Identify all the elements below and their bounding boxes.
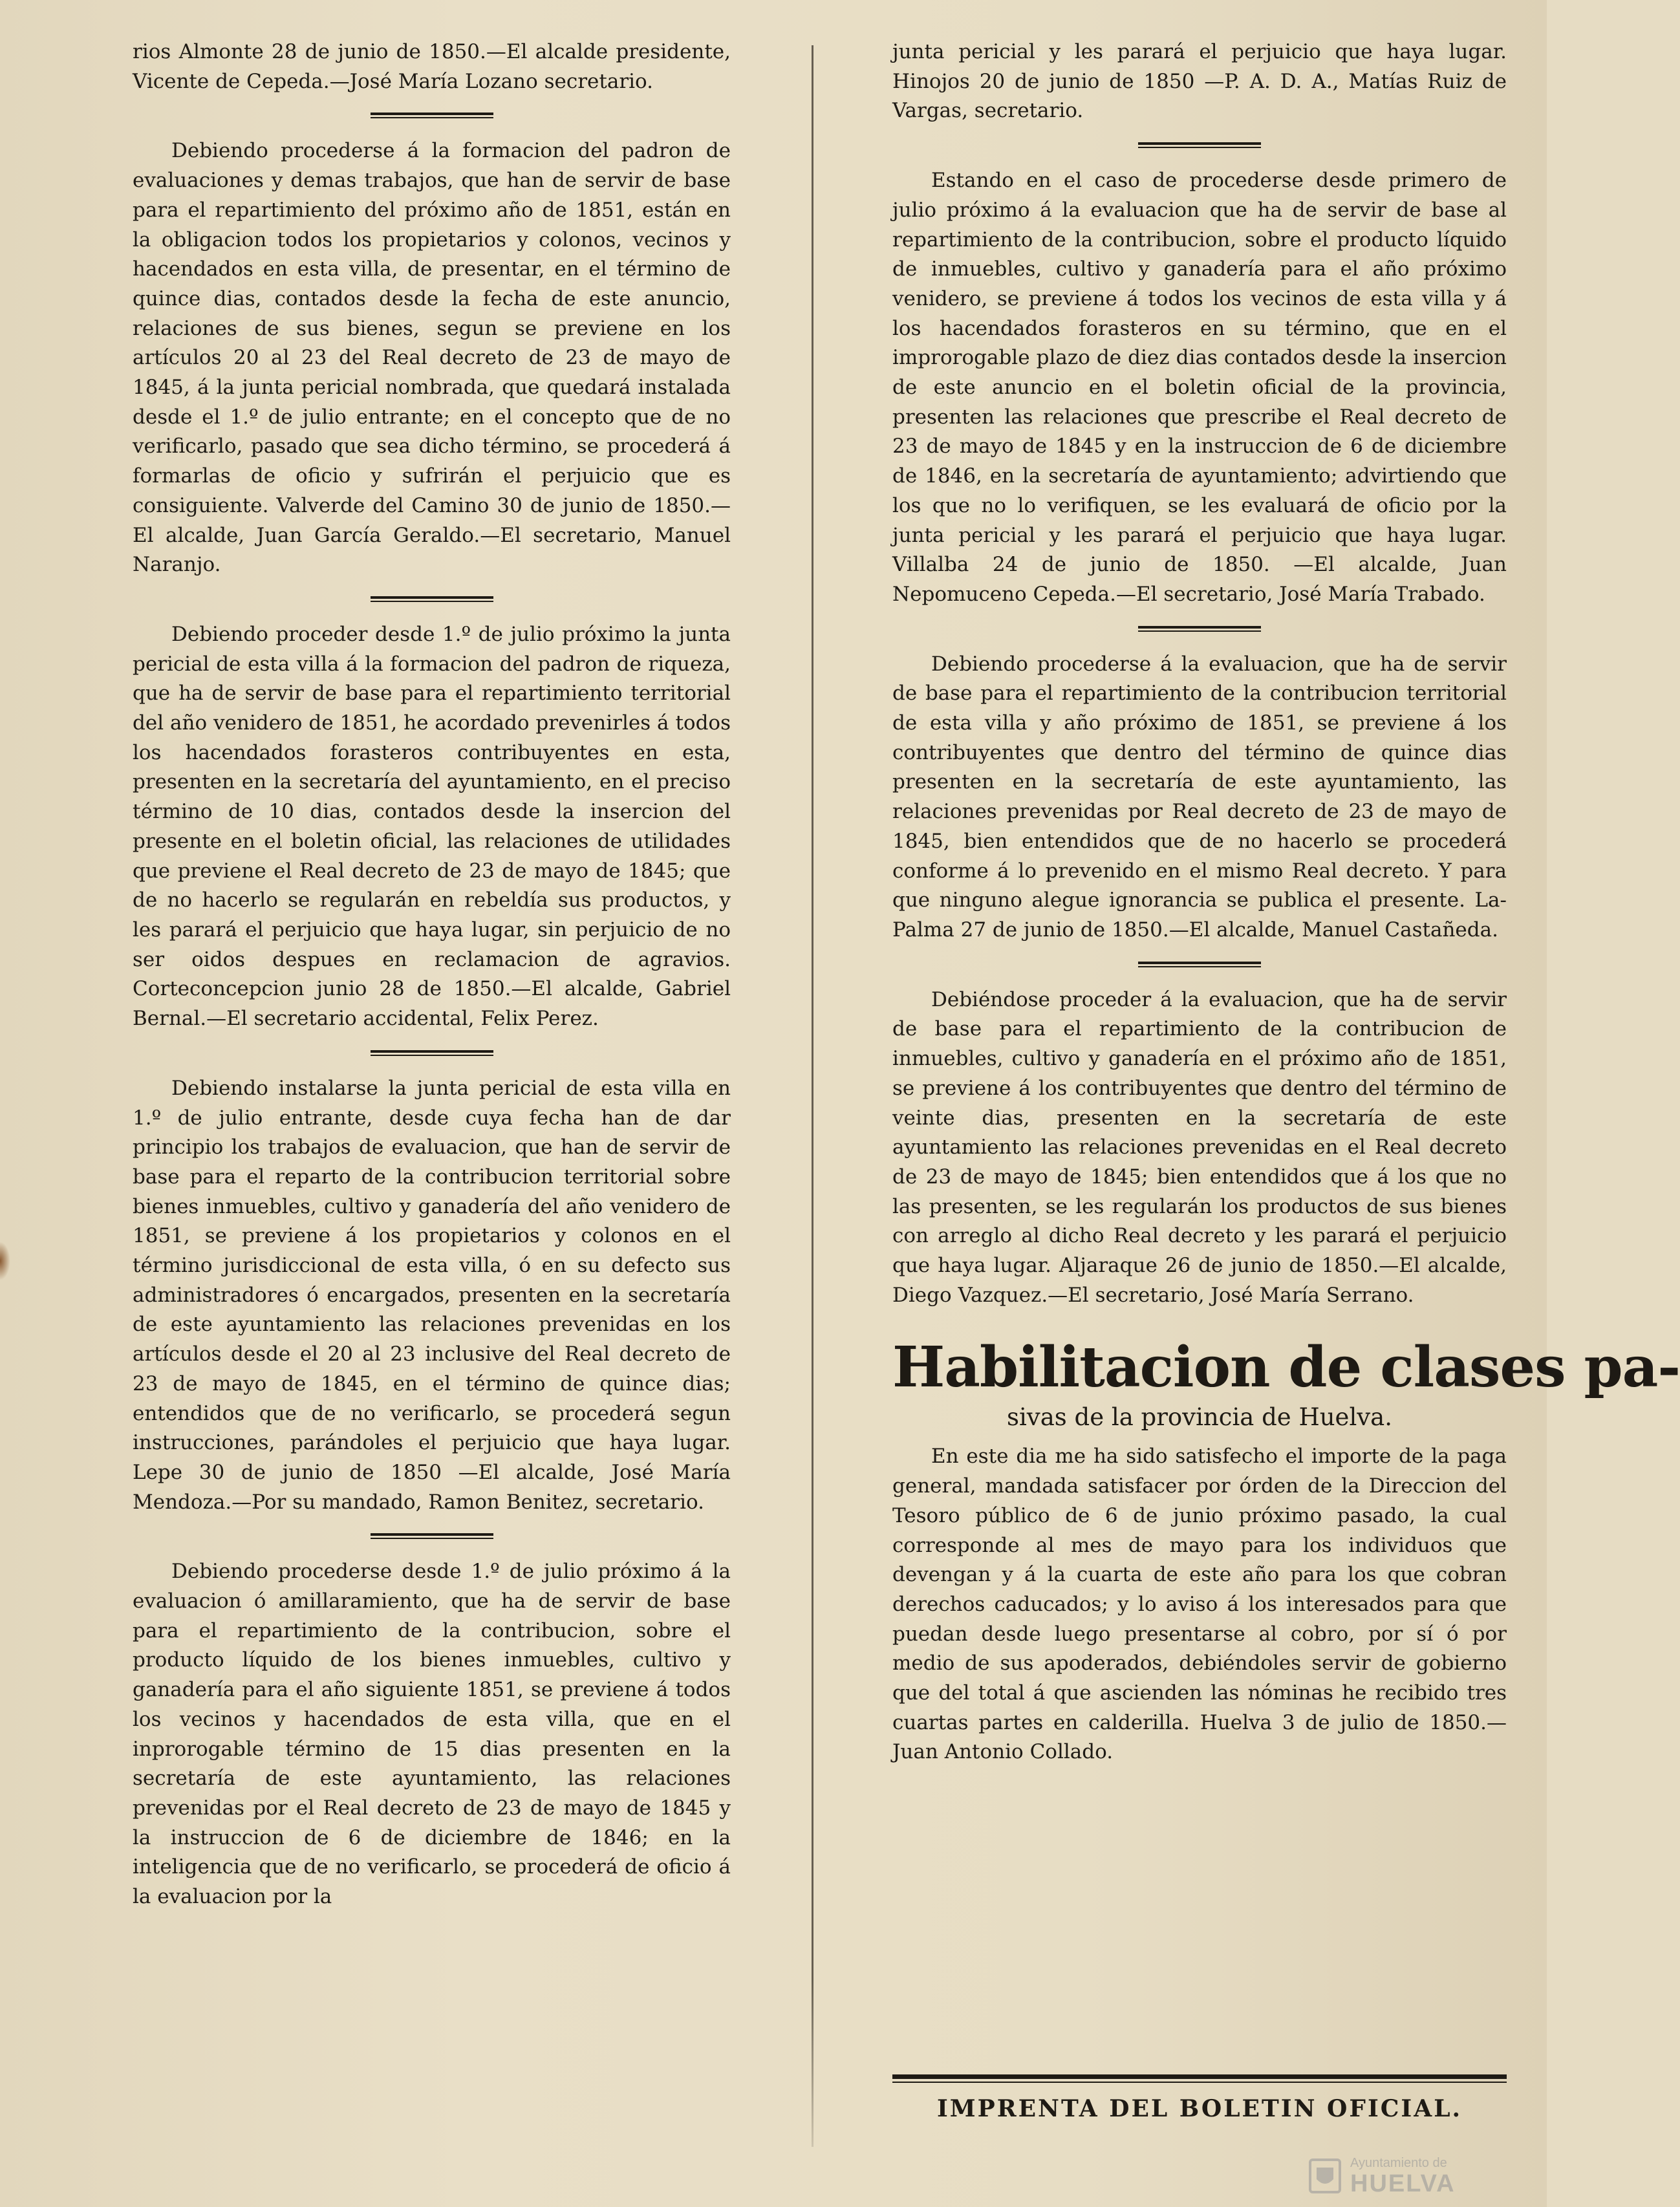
notice-la-palma: Debiendo procederse á la evaluacion, que ha de servir de base para el repartimiento de la contribucion territorial de esta villa y año próximo de 1851, se previene á los contribuyentes que dentro del término de quince dias presenten en la secretaría de este ayuntamiento, las relaciones prevenidas por Real decreto de 23 de mayo de 1845, bien entendidos que de no hacerlo se procederá conforme á lo prevenido en el mismo Real decreto. Y para que ninguno alegue ignorancia se publica el presente. La-Palma 27 de junio de 1850.—El alcalde, Manuel Castañeda.	[892, 652, 1507, 942]
printer-imprint: IMPRENTA DEL BOLETIN OFICIAL.	[936, 2095, 1463, 2122]
watermark-subtitle: Ayuntamiento de	[1350, 2156, 1447, 2170]
notice-separator	[371, 1533, 493, 1540]
page-stain	[0, 1242, 10, 1280]
notice-almonte-end: rios Almonte 28 de junio de 1850.—El alcalde presidente, Vicente de Cepeda.—José María Lozano secretario.	[133, 40, 731, 93]
notice-separator	[1138, 961, 1261, 969]
coat-of-arms-icon	[1306, 2157, 1344, 2195]
notice-hinojos-end: junta pericial y les parará el perjuicio que haya lugar. Hinojos 20 de junio de 1850 —P. A. D. A., Matías Ruiz de Vargas, secretario.	[892, 40, 1507, 123]
notice-lepe: Debiendo instalarse la junta pericial de esta villa en 1.º de julio entrante, desde cuya fecha han de dar principio los trabajos de evaluacion, que han de servir de base para el reparto de la contribucion territorial sobre bienes inmuebles, cultivo y ganadería del año venidero de 1851, se previene á los propietarios y colonos en el término jurisdiccional de esta villa, ó en su defecto sus administradores ó encargados, presenten en la secretaría de este ayuntamiento las relaciones prevenidas en los artículos desde el 20 al 23 inclusive del Real decreto de 23 de mayo de 1845, en el término de quince dias; entendidos que de no verificarlo, se procederá segun instrucciones, parándoles el perjuicio que haya lugar. Lepe 30 de junio de 1850 —El alcalde, José María Mendoza.—Por su mandado, Ramon Benitez, secretario.	[133, 1076, 731, 1514]
section-heading: Habilitacion de clases pa-	[892, 1335, 1680, 1401]
notice-valverde: Debiendo procederse á la formacion del padron de evaluaciones y demas trabajos, que han de servir de base para el repartimiento del próximo año de 1851, están en la obligacion todos los propietarios y colonos, vecinos y hacendados en esta villa, de presentar, en el término de quince dias, contados desde la fecha de este anuncio, relaciones de sus bienes, segun se previene en los artículos 20 al 23 del Real decreto de 23 de mayo de 1845, á la junta pericial nombrada, que quedará instalada desde el 1.º de julio entrante; en el concepto que de no verificarlo, pasado que sea dicho término, se procederá á formarlas de oficio y sufrirán el perjuicio que es consiguiente. Valverde del Camino 30 de junio de 1850.—El alcalde, Juan García Geraldo.—El secretario, Manuel Naranjo.	[133, 139, 731, 577]
watermark	[1306, 2153, 1500, 2199]
footer-rule	[892, 2074, 1507, 2085]
notice-villalba: Estando en el caso de procederse desde primero de julio próximo á la evaluacion que ha de servir de base al repartimiento de la contribucion, sobre el producto líquido de inmuebles, cultivo y ganadería para el año próximo venidero, se previene á todos los vecinos de esta villa y á los hacendados forasteros en su término, que en el improrogable plazo de diez dias contados desde la insercion de este anuncio en el boletin oficial de la provincia, presenten las relaciones que prescribe el Real decreto de 23 de mayo de 1845 y en la instruccion de 6 de diciembre de 1846, en la secretaría de ayuntamiento; advirtiendo que los que no lo verifiquen, se les evaluará de oficio por la junta pericial y les parará el perjuicio que haya lugar. Villalba 24 de junio de 1850. —El alcalde, Juan Nepomuceno Cepeda.—El secretario, José María Trabado.	[892, 169, 1507, 606]
notice-corteconcepcion: Debiendo proceder desde 1.º de julio próximo la junta pericial de esta villa á la formacion del padron de riqueza, que ha de servir de base para el repartimiento territorial del año venidero de 1851, he acordado prevenirles á todos los hacendados forasteros contribuyentes en esta, presenten en la secretaría del ayuntamiento, en el preciso término de 10 dias, contados desde la insercion del presente en el boletin oficial, las relaciones de utilidades que previene el Real decreto de 23 de mayo de 1845; que de no hacerlo se regularán en rebeldía sus productos, y les parará el perjuicio que haya lugar, sin perjuicio de no ser oidos despues en reclamacion de agravios. Corteconcepcion junio 28 de 1850.—El alcalde, Gabriel Bernal.—El secretario accidental, Felix Perez.	[133, 622, 731, 1031]
notice-aljaraque: Debiéndose proceder á la evaluacion, que ha de servir de base para el repartimiento de la contribucion de inmuebles, cultivo y ganadería en el próximo año de 1851, se previene á los contribuyentes que dentro del término de veinte dias, presenten en la secretaría de este ayuntamiento las relaciones prevenidas en el Real decreto de 23 de mayo de 1845; bien entendidos que á los que no las presenten, se les regularán los productos de sus bienes con arreglo al dicho Real decreto y les parará el perjuicio que haya lugar. Aljaraque 26 de junio de 1850.—El alcalde, Diego Vazquez.—El secretario, José María Serrano.	[892, 987, 1507, 1307]
notice-hinojos-start: Debiendo procederse desde 1.º de julio próximo á la evaluacion ó amillaramiento, que ha de servir de base para el repartimiento de la contribucion, sobre el producto líquido de los bienes inmuebles, cultivo y ganadería para el año siguiente 1851, se previene á todos los vecinos y hacendados de esta villa, que en el inprorogable término de 15 dias presenten en la secretaría de este ayuntamiento, las relaciones prevenidas por el Real decreto de 23 de mayo de 1845 y la instruccion de 6 de diciembre de 1846; en la inteligencia que de no verificarlo, se procederá de oficio á la evaluacion por la	[133, 1560, 731, 1909]
section-subheading: sivas de la provincia de Huelva.	[1006, 1403, 1392, 1432]
notice-huelva-clases-pasivas: En este dia me ha sido satisfecho el importe de la paga general, mandada satisfacer por órden de la Direccion del Tesoro público de 6 de junio próximo pasado, la cual corresponde al mes de mayo para los individuos que devengan y á la cuarta de este año para los que cobran derechos caducados; y lo aviso á los interesados para que puedan desde luego presentarse al cobro, por sí ó por medio de sus apoderados, debiéndoles servir de gobierno que del total á que ascienden las nóminas he recibido tres cuartas partes en calderilla. Huelva 3 de julio de 1850.—Juan Antonio Collado.	[892, 1445, 1507, 1764]
notice-separator	[1138, 625, 1261, 633]
notice-separator	[371, 596, 493, 603]
left-column	[133, 38, 731, 1912]
right-column	[892, 38, 1680, 1767]
notice-separator	[371, 1050, 493, 1057]
notice-separator	[371, 112, 493, 120]
watermark-title: HUELVA	[1350, 2170, 1456, 2197]
notice-separator	[1138, 142, 1261, 149]
column-divider	[812, 45, 813, 2147]
